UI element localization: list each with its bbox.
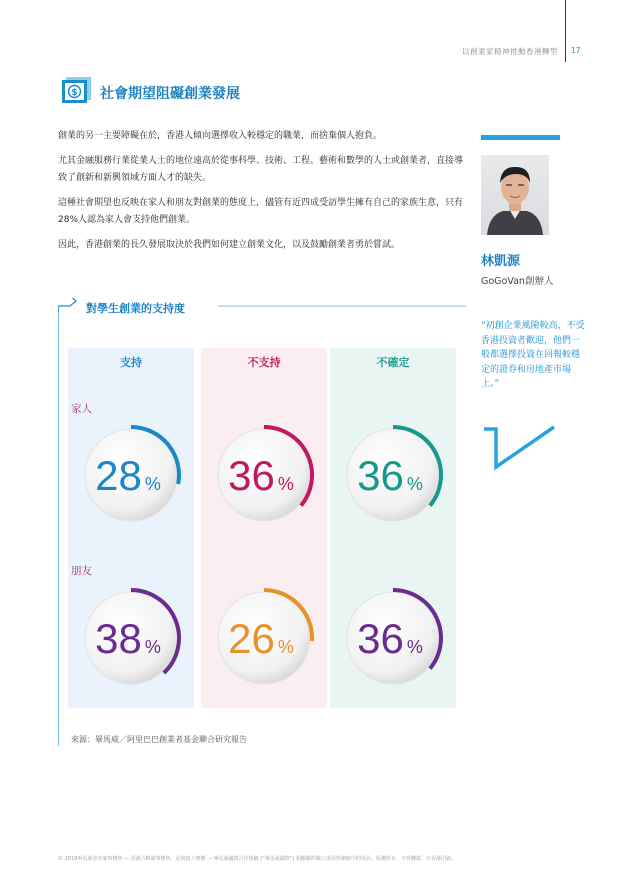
portrait-photo xyxy=(481,155,549,235)
speaker-role: GoGoVan創辦人 xyxy=(481,276,554,287)
speaker-name: 林凱源 xyxy=(481,254,521,269)
chart-title-row xyxy=(58,300,466,320)
pull-quote: “初創企業風險較高，不受香港投資者歡迎，他們一般都選擇投資在回報較穩定的證券和房地產市場上。” xyxy=(481,321,585,389)
column-head: 不確定 xyxy=(376,356,410,369)
row-label-friends: 朋友 xyxy=(71,565,92,577)
dollar-badge-icon xyxy=(60,76,92,104)
paragraph: 創業的另一主要障礙在於，香港人傾向選擇收入較穩定的職業，而捨棄個人抱負。 xyxy=(58,131,383,141)
dial-value: 36 % xyxy=(357,452,423,499)
running-title: 以創業家精神推動香港轉型 xyxy=(462,47,558,56)
dial-value: 36 % xyxy=(228,452,294,499)
svg-text:$: $ xyxy=(71,88,78,98)
dial-value: 38 % xyxy=(95,615,161,662)
percent-dial xyxy=(338,581,448,691)
column-head: 不支持 xyxy=(247,356,281,369)
paragraph: 尤其金融服務行業從業人士的地位遠高於從事科學、技術、工程、藝術和數學的人士或創業者，直接導致了創新和新興領域方面人才的缺失。 xyxy=(58,156,464,183)
dial-value: 28 % xyxy=(95,452,161,499)
row-label-family: 家人 xyxy=(71,403,92,415)
chart-source: 來源：畢馬威／阿里巴巴創業者基金聯合研究報告 xyxy=(71,735,247,744)
section-title: 社會期望阻礙創業發展 xyxy=(100,86,240,102)
column-head: 支持 xyxy=(120,356,142,369)
body-text xyxy=(58,128,466,262)
sidebar-accent-bar xyxy=(481,135,560,140)
percent-dial xyxy=(338,418,448,528)
header-rule xyxy=(565,0,566,62)
paragraph: 因此，香港創業的長久發展取決於我們如何建立創業文化，以及鼓勵創業者勇於嘗試。 xyxy=(58,240,401,250)
dial-value: 36 % xyxy=(357,615,423,662)
dial-value: 26 % xyxy=(228,615,294,662)
percent-dial xyxy=(209,418,319,528)
percent-dial xyxy=(76,418,186,528)
percent-dial xyxy=(209,581,319,691)
percent-dial xyxy=(76,581,186,691)
speech-bubble-icon xyxy=(482,425,562,475)
footer-copyright: © 2018畢馬威會計師事務所 — 香港合夥制事務所，是與瑞士實體 — 畢馬威國際合作組織 (“畢馬威國際”) 相關聯的獨立成員所網絡中的成員。版權所有，不得轉載。在香港印刷。 xyxy=(58,856,456,862)
paragraph: 這種社會期望也反映在家人和朋友對創業的態度上，儘管有近四成受訪學生擁有自己的家族生意，只有28%人認為家人會支持他們創業。 xyxy=(58,198,464,225)
chart-title: 對學生創業的支持度 xyxy=(86,300,191,316)
page-number: 17 xyxy=(571,46,581,55)
